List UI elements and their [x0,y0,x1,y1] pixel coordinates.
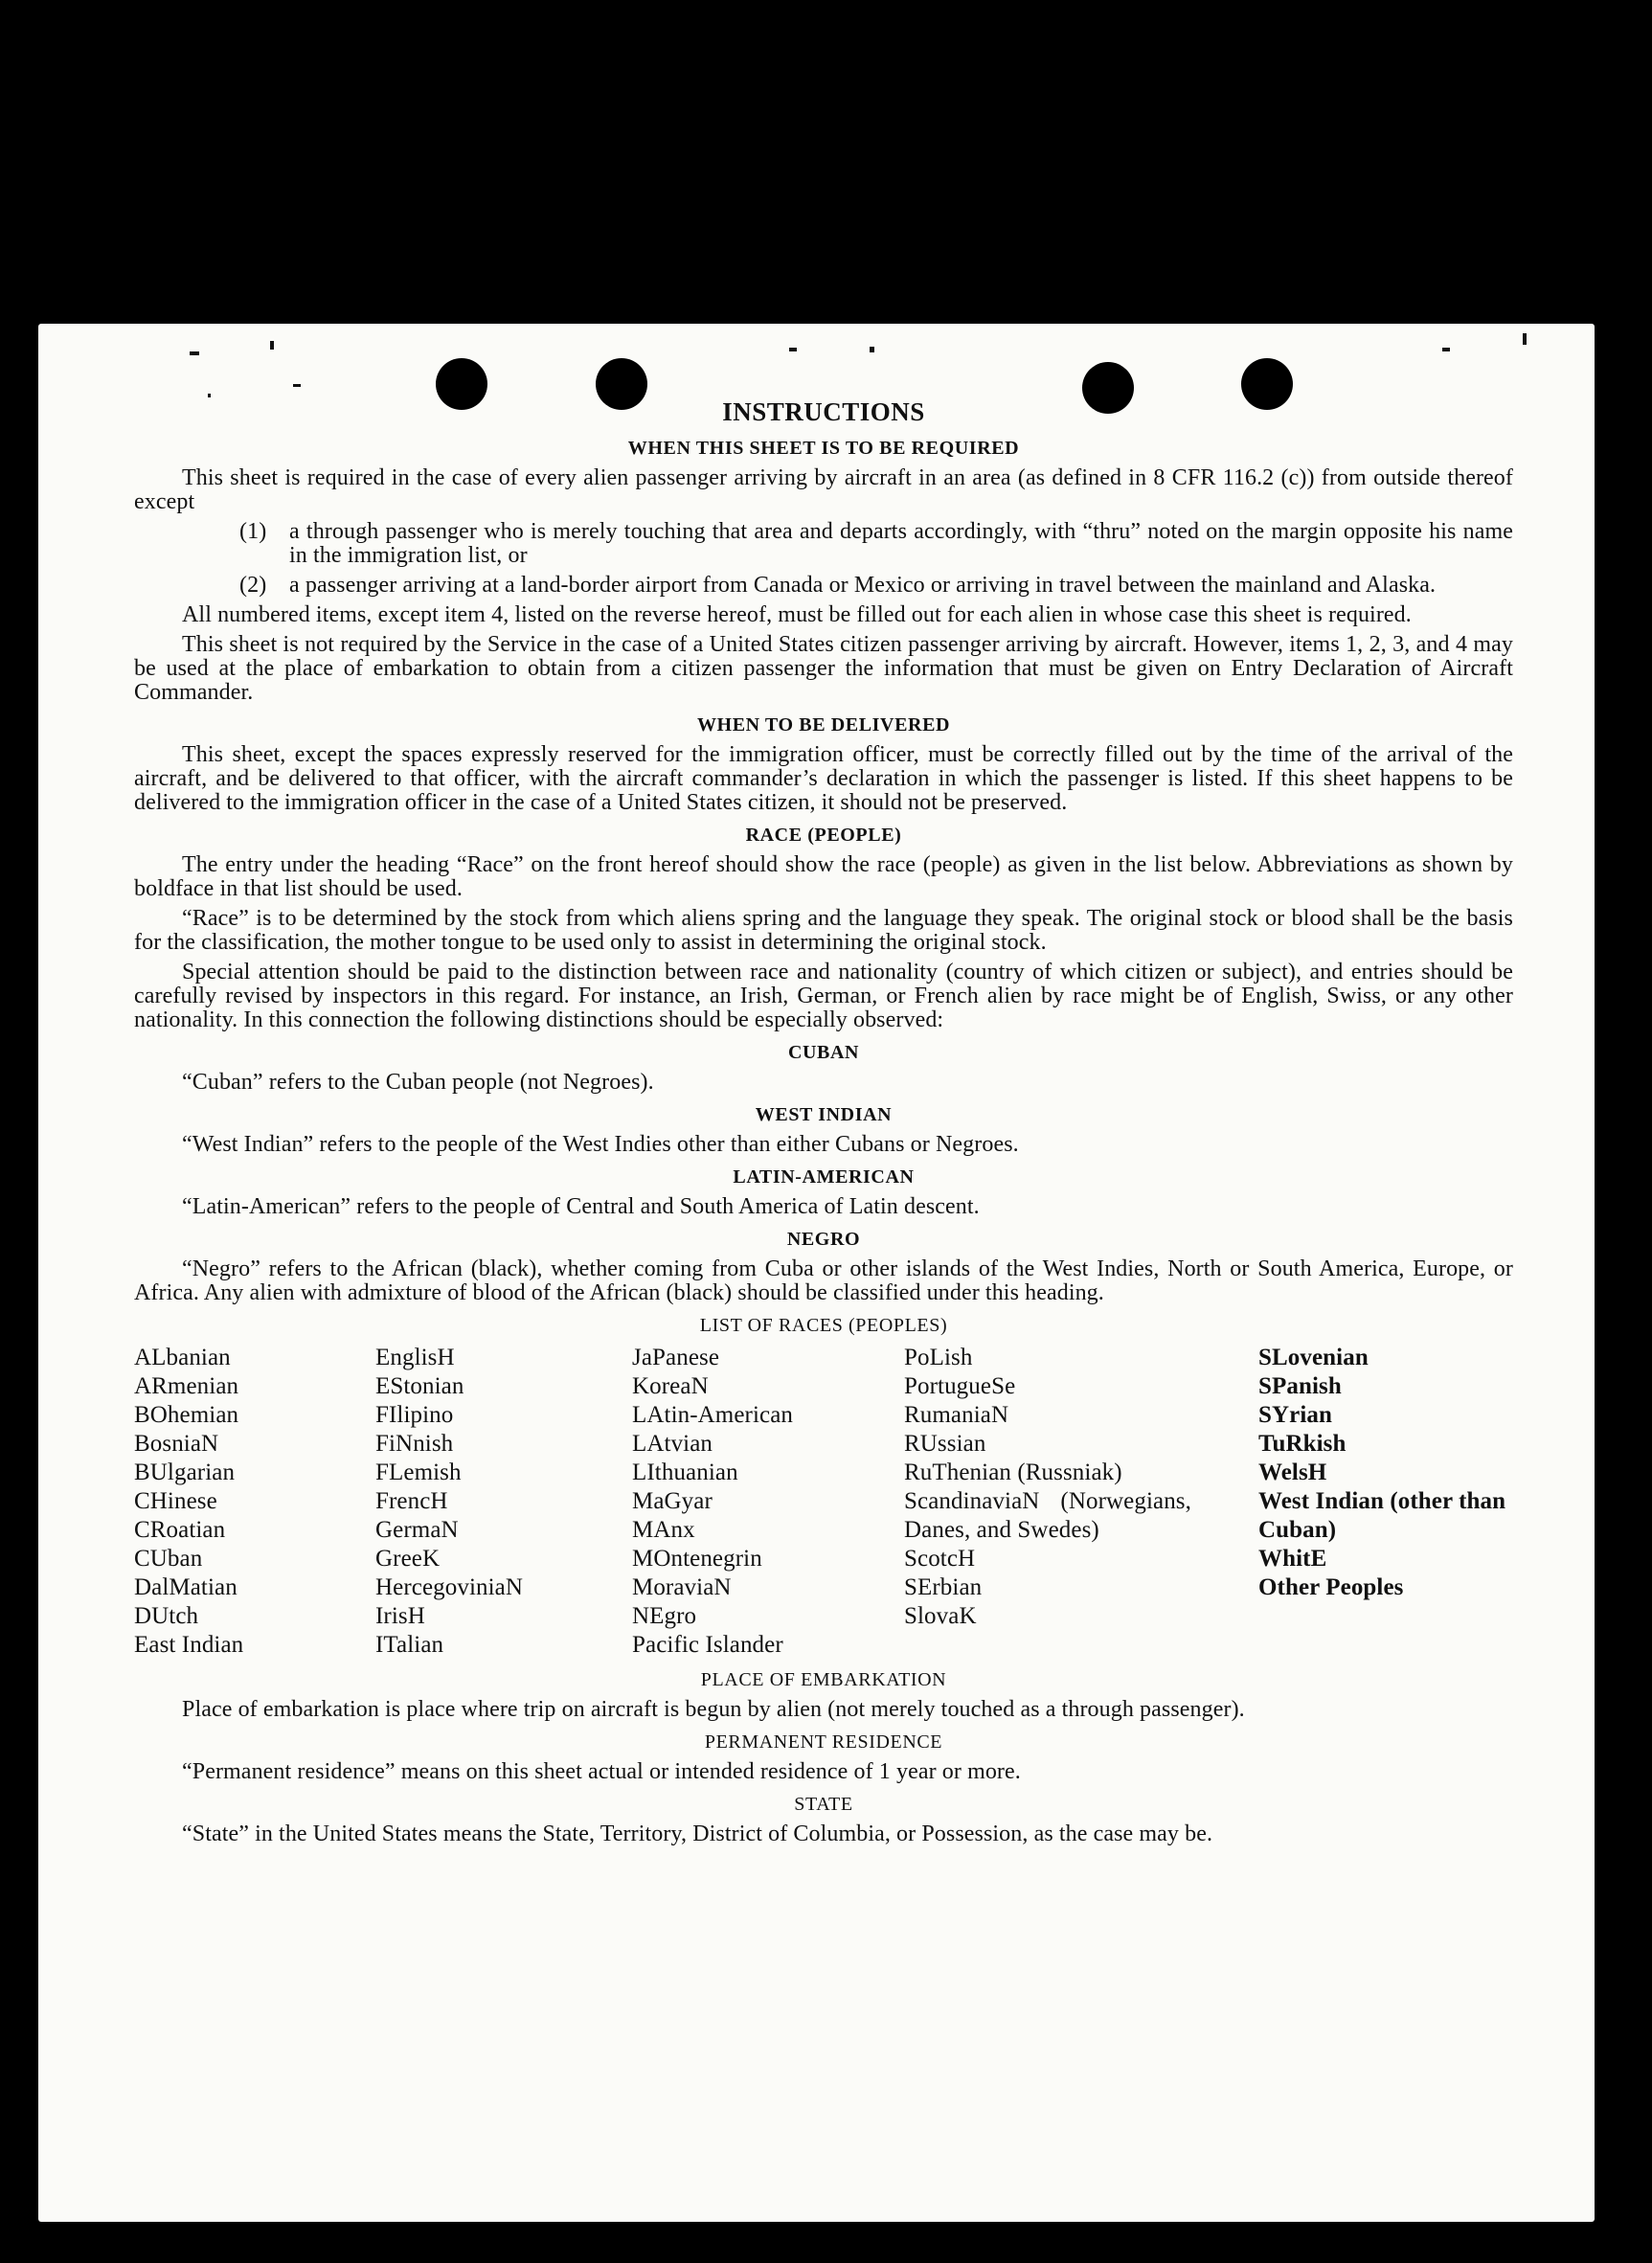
race-entry: ARmenian [134,1373,239,1399]
speck-mark [870,347,874,352]
paragraph: “State” in the United States means the State, Territory, District of Columbia, or Possession, as the case may be. [182,1822,1213,1846]
paragraph: “Race” is to be determined by the stock from which aliens spring and the language they speak. The original stock or blood shall be the basis for the classification, the mother tongue to be used only to assist in determining the original stock. [134,906,1513,955]
section-heading-state: STATE [794,1794,853,1815]
speck-mark [270,341,274,350]
races-column [375,1344,632,1660]
race-entry: SYrian [1258,1402,1333,1428]
race-entry: FLemish [375,1460,462,1485]
race-entry: PoLish [904,1345,973,1370]
race-entry: RuThenian (Russniak) [904,1460,1122,1485]
section-heading-delivered: WHEN TO BE DELIVERED [696,714,951,735]
page-title: INSTRUCTIONS [722,397,925,426]
section-heading-west-indian: WEST INDIAN [755,1104,893,1125]
section-heading-list-of-races: LIST OF RACES (PEOPLES) [699,1315,948,1336]
race-entry: KoreaN [632,1373,709,1399]
paragraph: Special attention should be paid to the distinction between race and nationality (country of which citizen or subject), and entries should be carefully revised by inspectors in this regard. For instance, an Irish, German, or French alien by race might be of English, Swiss, or any other nationality. In this connection the following distinctions should be especially observed: [134,960,1513,1032]
race-entry: SPanish [1258,1373,1342,1399]
race-entry: EStonian [375,1373,464,1399]
list-item [134,520,1513,568]
race-entry: GreeK [375,1546,441,1572]
race-entry: West Indian (other than Cuban) [1258,1488,1506,1543]
section-heading-latin-american: LATIN-AMERICAN [733,1166,915,1188]
race-entry: FrencH [375,1488,448,1514]
races-list [134,1344,1513,1660]
race-entry: MaGyar [632,1488,713,1514]
race-entry: PortugueSe [904,1373,1016,1399]
paragraph: Place of embarkation is place where trip on aircraft is begun by alien (not merely touched as a through passenger). [182,1697,1245,1722]
instruction-sheet [38,324,1595,2222]
races-column [632,1344,904,1660]
speck-mark [190,351,199,355]
instructions-body [134,396,1513,1852]
race-entry: SErbian [904,1574,983,1600]
section-heading-race: RACE (PEOPLE) [745,825,902,846]
race-entry: DalMatian [134,1574,238,1600]
race-entry: RUssian [904,1431,986,1457]
race-entry: Pacific Islander [632,1632,783,1658]
race-entry: MoraviaN [632,1574,732,1600]
race-entry: GermaN [375,1517,459,1543]
definition-text: “Cuban” refers to the Cuban people (not Negroes). [182,1070,654,1095]
race-entry: EnglisH [375,1345,455,1370]
races-column [904,1344,1258,1660]
race-entry: HercegoviniaN [375,1574,524,1600]
paragraph: This sheet, except the spaces expressly reserved for the immigration officer, must be correctly filled out by the time of the arrival of the aircraft, and be delivered to that officer, with the aircraft commander’s declaration in which the passenger is listed. If this sheet happens to be delivered to the immigration officer in the case of a United States citizen, it should not be preserved. [134,742,1513,815]
race-entry: LIthuanian [632,1460,738,1485]
race-entry: TuRkish [1258,1431,1346,1457]
race-entry: NEgro [632,1603,697,1629]
race-entry: ALbanian [134,1345,231,1370]
race-entry: ScotcH [904,1546,976,1572]
paragraph: All numbered items, except item 4, listed on the reverse hereof, must be filled out for each alien in whose case this sheet is required. [182,602,1412,627]
race-entry: CHinese [134,1488,217,1514]
race-entry: ScandinaviaN (Norwegians, Danes, and Swedes) [904,1488,1191,1543]
races-column [134,1344,375,1660]
section-heading-negro: NEGRO [786,1229,861,1250]
speck-mark [293,384,301,387]
speck-mark [789,348,797,351]
race-entry: BosniaN [134,1431,219,1457]
race-entry: MOntenegrin [632,1546,762,1572]
item-text: a through passenger who is merely touching that area and departs accordingly, with “thru” noted on the margin opposite his name in the immigration list, or [289,519,1513,568]
race-entry: FIlipino [375,1402,454,1428]
race-entry: IrisH [375,1603,425,1629]
section-heading-required: WHEN THIS SHEET IS TO BE REQUIRED [627,438,1020,459]
list-item [134,574,1513,598]
paragraph: This sheet is not required by the Service in the case of a United States citizen passenger arriving by aircraft. However, items 1, 2, 3, and 4 may be used at the place of embarkation to obtain from a citizen passenger the information that must be given on Entry Declaration of Aircraft Commander. [134,632,1513,705]
definition-text: “West Indian” refers to the people of the West Indies other than either Cubans or Negroes. [182,1132,1019,1157]
item-number: (2) [239,573,267,598]
race-entry: SLovenian [1258,1345,1369,1370]
section-heading-permanent-residence: PERMANENT RESIDENCE [704,1731,943,1753]
races-column [1258,1344,1507,1660]
race-entry: LAtin-American [632,1402,794,1428]
item-number: (1) [239,519,267,544]
race-entry: CUban [134,1546,203,1572]
race-entry: East Indian [134,1632,244,1658]
race-entry: BOhemian [134,1402,239,1428]
definition-text: “Latin-American” refers to the people of Central and South America of Latin descent. [182,1194,980,1219]
race-entry: SlovaK [904,1603,977,1629]
item-text: a passenger arriving at a land-border airport from Canada or Mexico or arriving in travel between the mainland and Alaska. [289,573,1437,598]
section-heading-cuban: CUBAN [787,1042,860,1063]
race-entry: WelsH [1258,1460,1327,1485]
paragraph: The entry under the heading “Race” on the front hereof should show the race (people) as given in the list below. Abbreviations as shown by boldface in that list should be used. [134,852,1513,901]
race-entry: LAtvian [632,1431,713,1457]
race-entry: DUtch [134,1603,199,1629]
race-entry: RumaniaN [904,1402,1009,1428]
race-entry: JaPanese [632,1345,720,1370]
race-entry: MAnx [632,1517,695,1543]
race-entry: BUlgarian [134,1460,236,1485]
speck-mark [1442,348,1450,351]
section-heading-place-of-embarkation: PLACE OF EMBARKATION [700,1669,947,1690]
paragraph: “Negro” refers to the African (black), whether coming from Cuba or other islands of the West Indies, North or South America, Europe, or Africa. Any alien with admixture of blood of the African (black) should be classified under this heading. [134,1256,1513,1305]
race-entry: Other Peoples [1258,1574,1404,1600]
definition-text: “Permanent residence” means on this sheet actual or intended residence of 1 year or more. [182,1759,1021,1784]
race-entry: CRoatian [134,1517,226,1543]
paragraph: This sheet is required in the case of every alien passenger arriving by aircraft in an area (as defined in 8 CFR 116.2 (c)) from outside thereof except [134,465,1513,514]
race-entry: FiNnish [375,1431,454,1457]
speck-mark [1523,333,1527,345]
race-entry: WhitE [1258,1546,1327,1572]
race-entry: ITalian [375,1632,444,1658]
